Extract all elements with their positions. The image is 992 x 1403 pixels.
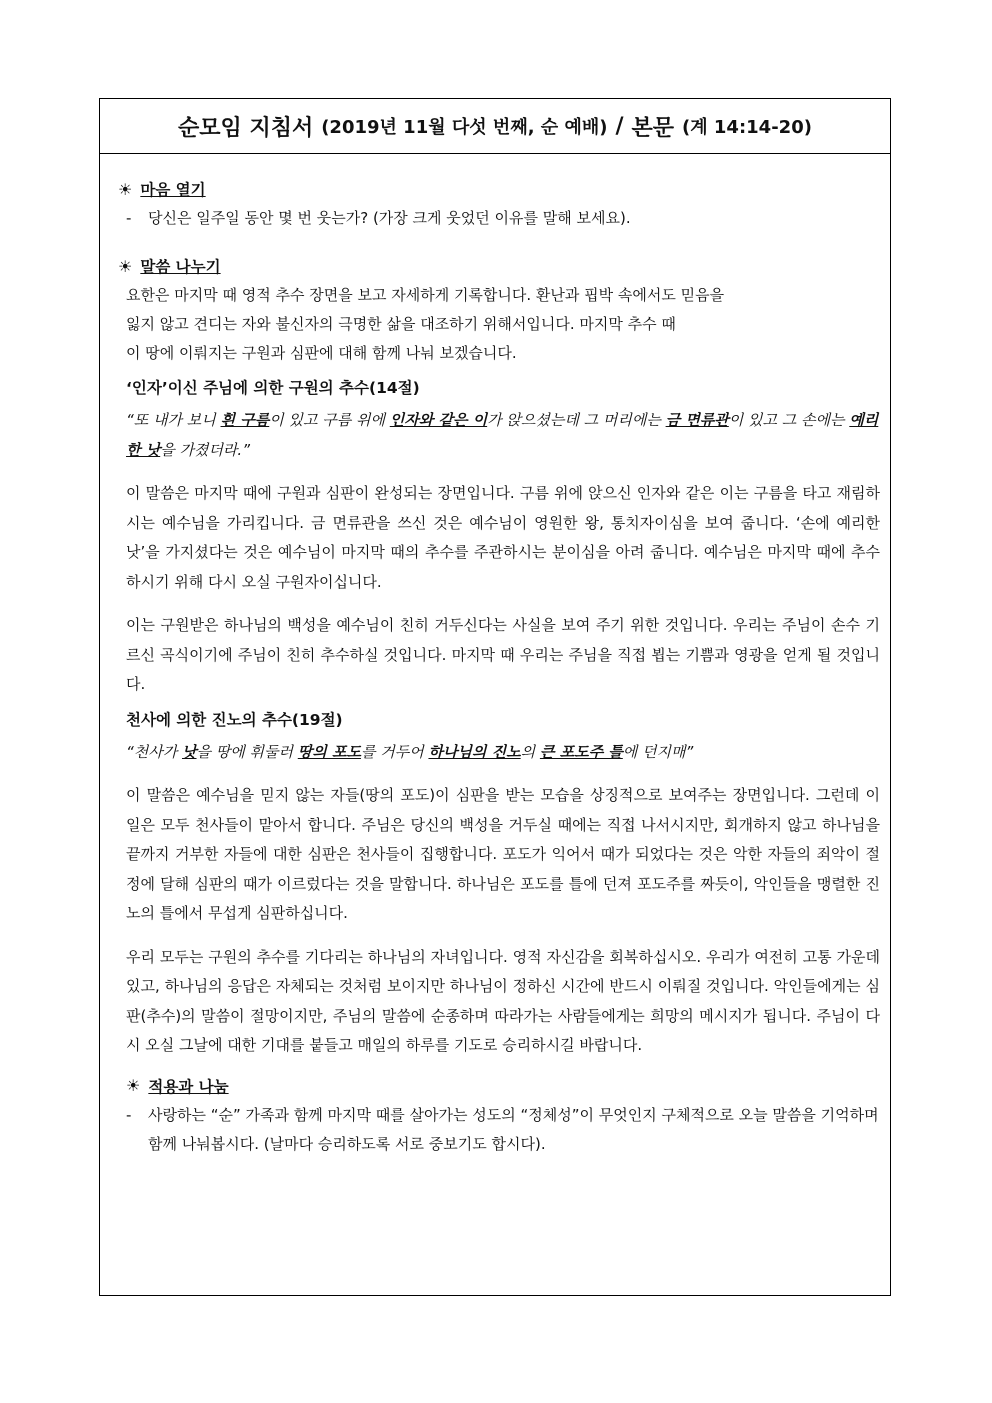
list-item: - 당신은 일주일 동안 몇 번 웃는가? (가장 크게 웃었던 이유를 말해 보세요).: [118, 204, 880, 233]
page-title: 순모임 지침서: [178, 115, 314, 141]
body-paragraph: 우리 모두는 구원의 추수를 기다리는 하나님의 자녀입니다. 영적 자신감을 회복하십시오. 우리가 여전히 고통 가운데 있고, 하나님의 응답은 자체되는 것처럼 보이지만 하나님이 정하신 시간에 반드시 이뤄질 것입니다. 악인들에게는 심판(추수)의 말씀이 절망이지만, 주님의 말씀에 순종하며 따라가는 사람들에게는 희망의 메시지가 됩니다. 주님이 다시 오실 그날에 대한 기대를 붙들고 매일의 하루를 기도로 승리하시길 바랍니다.: [126, 947, 880, 1054]
list-item: - 사랑하는 “순” 가족과 함께 마지막 때를 살아가는 성도의 “정체성”이 무엇인지 구체적으로 오늘 말씀을 기억하며 함께 나눠봅시다. (날마다 승리하도록 서로 중보기도 합시다).: [118, 1101, 880, 1160]
body-paragraph: 이 말씀은 마지막 때에 구원과 심판이 완성되는 장면입니다. 구름 위에 앉으신 인자와 같은 이는 구름을 타고 재림하시는 예수님을 가리킵니다. 금 면류관을 쓰신 것은 예수님이 영원한 왕, 통치자이심을 보여 줍니다. ‘손에 예리한 낫’을 가지셨다는 것은 예수님이 마지막 때의 추수를 주관하시는 분이심을 아려 줍니다. 예수님은 마지막 때에 추수하시기 위해 다시 오실 구원자이십니다.: [126, 484, 880, 591]
title-scripture-ref: (계 14:14-20): [682, 117, 812, 138]
body-paragraph: 이는 구원받은 하나님의 백성을 예수님이 친히 거두신다는 사실을 보여 주기 위한 것입니다. 우리는 주님이 손수 기르신 곡식이기에 주님이 친히 추수하실 것입니다. 마지막 때 우리는 주님을 직접 뵙는 기쁨과 영광을 얻게 될 것입니다.: [126, 616, 880, 693]
title-separator: /: [615, 113, 624, 139]
dash-bullet: -: [126, 1105, 132, 1124]
title-date: (2019년 11월 다섯 번째, 순 예배): [321, 117, 608, 138]
subheading-point1: ‘인자’이신 주님에 의한 구원의 추수(14절): [126, 379, 420, 397]
scripture-quote: “천사가 낫을 땅에 휘둘러 땅의 포도를 거두어 하나님의 진노의 큰 포도주 틀에 던지매”: [126, 742, 694, 761]
sun-icon: ☀: [126, 1076, 141, 1095]
subheading-point2: 천사에 의한 진노의 추수(19절): [126, 710, 343, 729]
section-heading-apply: ☀ 적용과 나눔: [126, 1076, 229, 1096]
sun-icon: ☀: [118, 179, 133, 199]
title-text-label: 본문: [631, 115, 675, 141]
section-heading-share: ☀ 말씀 나누기: [118, 256, 221, 276]
sun-icon: ☀: [118, 256, 133, 276]
body-paragraph: 이 말씀은 예수님을 믿지 않는 자들(땅의 포도)이 심판을 받는 모습을 상징적으로 보여주는 장면입니다. 그런데 이 일은 모두 천사들이 맡아서 합니다. 주님은 당신의 백성을 거두실 때에는 직접 나서시지만, 회개하지 않고 하나님을 끝까지 거부한 자들에 대한 심판은 천사들이 집행합니다. 포도가 익어서 때가 되었다는 것은 악한 자들의 죄악이 절정에 달해 심판의 때가 이르렀다는 것을 말합니다. 하나님은 포도를 틀에 던져 포도주를 짜듯이, 악인들을 맹렬한 진노의 틀에서 무섭게 심판하십니다.: [126, 786, 880, 922]
document-frame: [99, 98, 891, 1296]
section-heading-open: ☀ 마음 열기: [118, 179, 206, 199]
scripture-quote: “또 내가 보니 흰 구름이 있고 구름 위에 인자와 같은 이가 앉으셨는데 그 머리에는 금 면류관이 있고 그 손에는 예리한 낫을 가졌더라.”: [126, 411, 879, 459]
document-body: [100, 154, 890, 1160]
dash-bullet: -: [126, 209, 132, 227]
title-bar: [100, 99, 890, 154]
intro-paragraph: 요한은 마지막 때 영적 추수 장면을 보고 자세하게 기록합니다. 환난과 핍박 속에서도 믿음을 잃지 않고 견디는 자와 불신자의 극명한 삶을 대조하기 위해서입니다. 마지막 추수 때 이 땅에 이뤄지는 구원과 심판에 대해 함께 나눠 보겠습니다.: [126, 286, 725, 362]
